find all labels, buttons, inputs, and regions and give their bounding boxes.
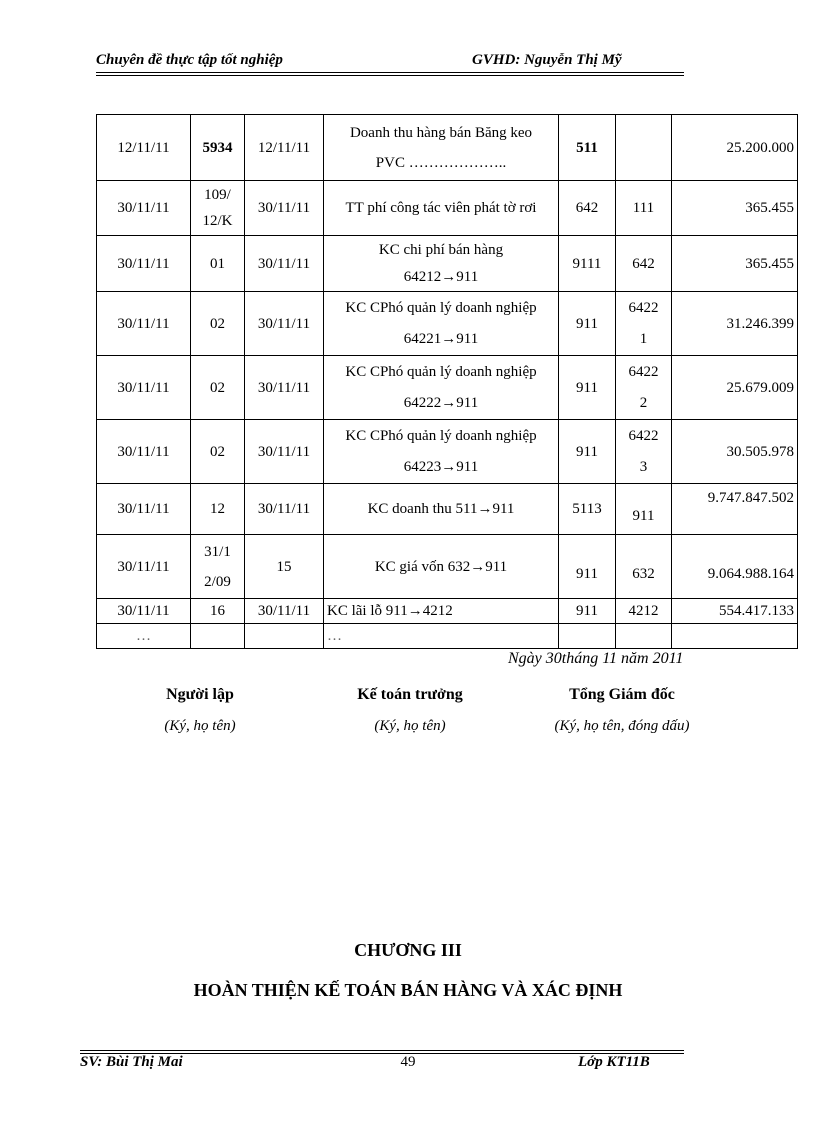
cell-debit: 5113: [559, 484, 616, 535]
cell-credit: [616, 356, 672, 420]
desc-line: 64222→911: [403, 394, 479, 411]
cell-date: 12/11/11: [97, 115, 191, 181]
cell-amount: 365.455: [672, 236, 798, 292]
doc-no-line: 12/K: [202, 213, 233, 229]
cell-credit: 642: [616, 236, 672, 292]
cell-credit: [616, 420, 672, 484]
credit-line: 3: [639, 458, 648, 475]
footer-rule: [80, 1050, 684, 1051]
cell-date: 30/11/11: [97, 535, 191, 599]
cell-doc-no: [191, 535, 245, 599]
cell-doc-no: [191, 181, 245, 236]
cell-debit: 911: [559, 292, 616, 356]
signature-preparer-note: (Ký, họ tên): [164, 718, 236, 734]
cell-date: 30/11/11: [97, 236, 191, 292]
signature-director-note: (Ký, họ tên, đóng dấu): [554, 718, 690, 734]
cell-description: [324, 236, 559, 292]
cell-amount: 9.064.988.164: [672, 535, 798, 599]
table-row: [97, 624, 798, 649]
cell-description: [324, 356, 559, 420]
cell-doc-date: 30/11/11: [245, 484, 324, 535]
desc-line: 64223→911: [403, 458, 479, 475]
cell-date: 30/11/11: [97, 420, 191, 484]
cell-doc-date: 30/11/11: [245, 236, 324, 292]
signature-chief-accountant-note: (Ký, họ tên): [374, 718, 446, 734]
doc-no-line: 2/09: [204, 573, 231, 590]
cell-doc-no: 16: [191, 599, 245, 624]
cell-date: 30/11/11: [97, 292, 191, 356]
cell-amount: 554.417.133: [672, 599, 798, 624]
desc-line: 64212→911: [403, 268, 479, 285]
signature-director-title: Tổng Giám đốc: [569, 686, 675, 703]
cell-date: …: [97, 624, 191, 649]
cell-debit: 911: [559, 535, 616, 599]
cell-date: 30/11/11: [97, 484, 191, 535]
doc-no-line: 31/1: [204, 543, 231, 560]
cell-credit: [616, 624, 672, 649]
cell-amount: 365.455: [672, 181, 798, 236]
cell-amount: 31.246.399: [672, 292, 798, 356]
signature-chief-accountant-title: Kế toán trưởng: [357, 686, 463, 703]
desc-line: KC CPhó quản lý doanh nghiệp: [345, 427, 537, 444]
cell-date: 30/11/11: [97, 356, 191, 420]
desc-line: KC CPhó quản lý doanh nghiệp: [345, 363, 537, 380]
cell-description: [324, 292, 559, 356]
cell-amount: 25.679.009: [672, 356, 798, 420]
desc-line: KC CPhó quản lý doanh nghiệp: [345, 299, 537, 316]
cell-doc-no: 01: [191, 236, 245, 292]
header-supervisor: GVHD: Nguyễn Thị Mỹ: [472, 52, 622, 68]
cell-doc-date: 30/11/11: [245, 420, 324, 484]
footer-student: SV: Bùi Thị Mai: [80, 1054, 183, 1070]
header-rule: [96, 72, 684, 73]
desc-line: KC chi phí bán hàng: [378, 241, 504, 258]
report-date: Ngày 30tháng 11 năm 2011: [508, 650, 684, 667]
cell-description: KC lãi lỗ 911→4212: [324, 599, 559, 624]
cell-debit: 911: [559, 420, 616, 484]
cell-credit: 911: [616, 484, 672, 535]
credit-line: 6422: [628, 299, 659, 316]
cell-credit: [616, 292, 672, 356]
header-title: Chuyên đề thực tập tốt nghiệp: [96, 52, 283, 68]
cell-description: KC giá vốn 632→911: [324, 535, 559, 599]
cell-credit: 111: [616, 181, 672, 236]
cell-doc-date: 30/11/11: [245, 292, 324, 356]
cell-date: 30/11/11: [97, 181, 191, 236]
cell-description: [324, 115, 559, 181]
cell-debit: 911: [559, 599, 616, 624]
chapter-title: HOÀN THIỆN KẾ TOÁN BÁN HÀNG VÀ XÁC ĐỊNH: [193, 980, 623, 1000]
footer-class: Lớp KT11B: [578, 1054, 650, 1070]
cell-credit: [616, 115, 672, 181]
desc-line: 64221→911: [403, 330, 479, 347]
doc-no-line: 109/: [204, 187, 231, 203]
cell-doc-date: 15: [245, 535, 324, 599]
table-row: [97, 115, 798, 181]
table-row: [97, 356, 798, 420]
desc-line: Doanh thu hàng bán Băng keo: [349, 124, 533, 141]
cell-doc-date: 12/11/11: [245, 115, 324, 181]
cell-description: TT phí công tác viên phát tờ rơi: [324, 181, 559, 236]
cell-doc-date: 30/11/11: [245, 181, 324, 236]
table-row: [97, 181, 798, 236]
credit-line: 6422: [628, 363, 659, 380]
desc-line: PVC ………………..: [375, 154, 507, 171]
header-rule-double: [96, 75, 684, 76]
cell-credit: 632: [616, 535, 672, 599]
cell-doc-date: [245, 624, 324, 649]
cell-doc-date: 30/11/11: [245, 356, 324, 420]
cell-debit: [559, 624, 616, 649]
ledger-table: [96, 114, 798, 649]
cell-amount: 30.505.978: [672, 420, 798, 484]
cell-credit: 4212: [616, 599, 672, 624]
cell-amount: 25.200.000: [672, 115, 798, 181]
cell-doc-no: 5934: [191, 115, 245, 181]
table-row: [97, 484, 798, 535]
cell-description: [324, 420, 559, 484]
table-row: [97, 599, 798, 624]
cell-debit: 511: [559, 115, 616, 181]
cell-debit: 911: [559, 356, 616, 420]
cell-doc-no: 02: [191, 292, 245, 356]
cell-debit: 642: [559, 181, 616, 236]
credit-line: 1: [639, 330, 648, 347]
cell-debit: 9111: [559, 236, 616, 292]
credit-line: 6422: [628, 427, 659, 444]
cell-amount: 9.747.847.502: [672, 484, 798, 535]
cell-description: KC doanh thu 511→911: [324, 484, 559, 535]
cell-doc-no: [191, 624, 245, 649]
table-row: [97, 292, 798, 356]
cell-doc-no: 02: [191, 420, 245, 484]
table-row: [97, 420, 798, 484]
chapter-number: CHƯƠNG III: [354, 940, 462, 960]
cell-doc-no: 02: [191, 356, 245, 420]
signature-preparer-title: Người lập: [166, 686, 234, 703]
cell-doc-no: 12: [191, 484, 245, 535]
page-number: 49: [400, 1054, 416, 1070]
cell-doc-date: 30/11/11: [245, 599, 324, 624]
cell-date: 30/11/11: [97, 599, 191, 624]
credit-line: 2: [639, 394, 648, 411]
table-row: [97, 535, 798, 599]
table-row: [97, 236, 798, 292]
cell-description: …: [324, 624, 559, 649]
cell-amount: [672, 624, 798, 649]
